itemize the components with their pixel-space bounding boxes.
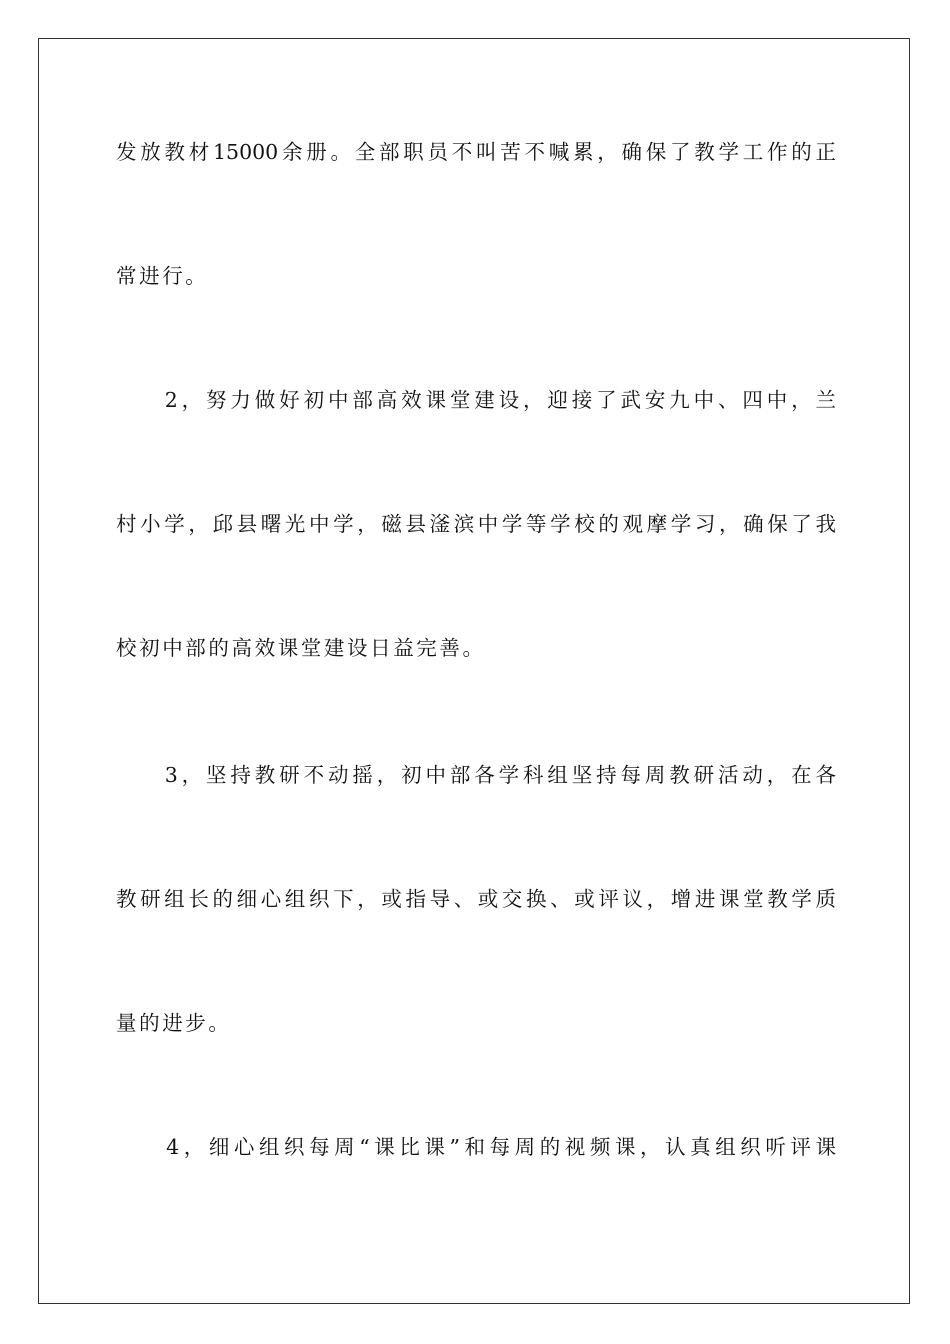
page-border (38, 38, 910, 1304)
text-line-3: 2，努力做好初中部高效课堂建设，迎接了武安九中、四中，兰 (116, 388, 836, 412)
text-line-8: 量的进步。 (116, 1011, 232, 1035)
text-line-5: 校初中部的高效课堂建设日益完善。 (116, 636, 486, 660)
text-line-6: 3，坚持教研不动摇，初中部各学科组坚持每周教研活动，在各 (116, 763, 836, 787)
text-line-1: 发放教材15000余册。全部职员不叫苦不喊累，确保了教学工作的正 (116, 140, 836, 164)
text-line-7: 教研组长的细心组织下，或指导、或交换、或评议，增进课堂教学质 (116, 887, 836, 911)
text-line-2: 常进行。 (116, 264, 209, 288)
text-line-9: 4，细心组织每周“课比课”和每周的视频课，认真组织听评课 (116, 1135, 836, 1159)
text-line-4: 村小学，邱县曙光中学，磁县滏滨中学等学校的观摩学习，确保了我 (116, 512, 836, 536)
